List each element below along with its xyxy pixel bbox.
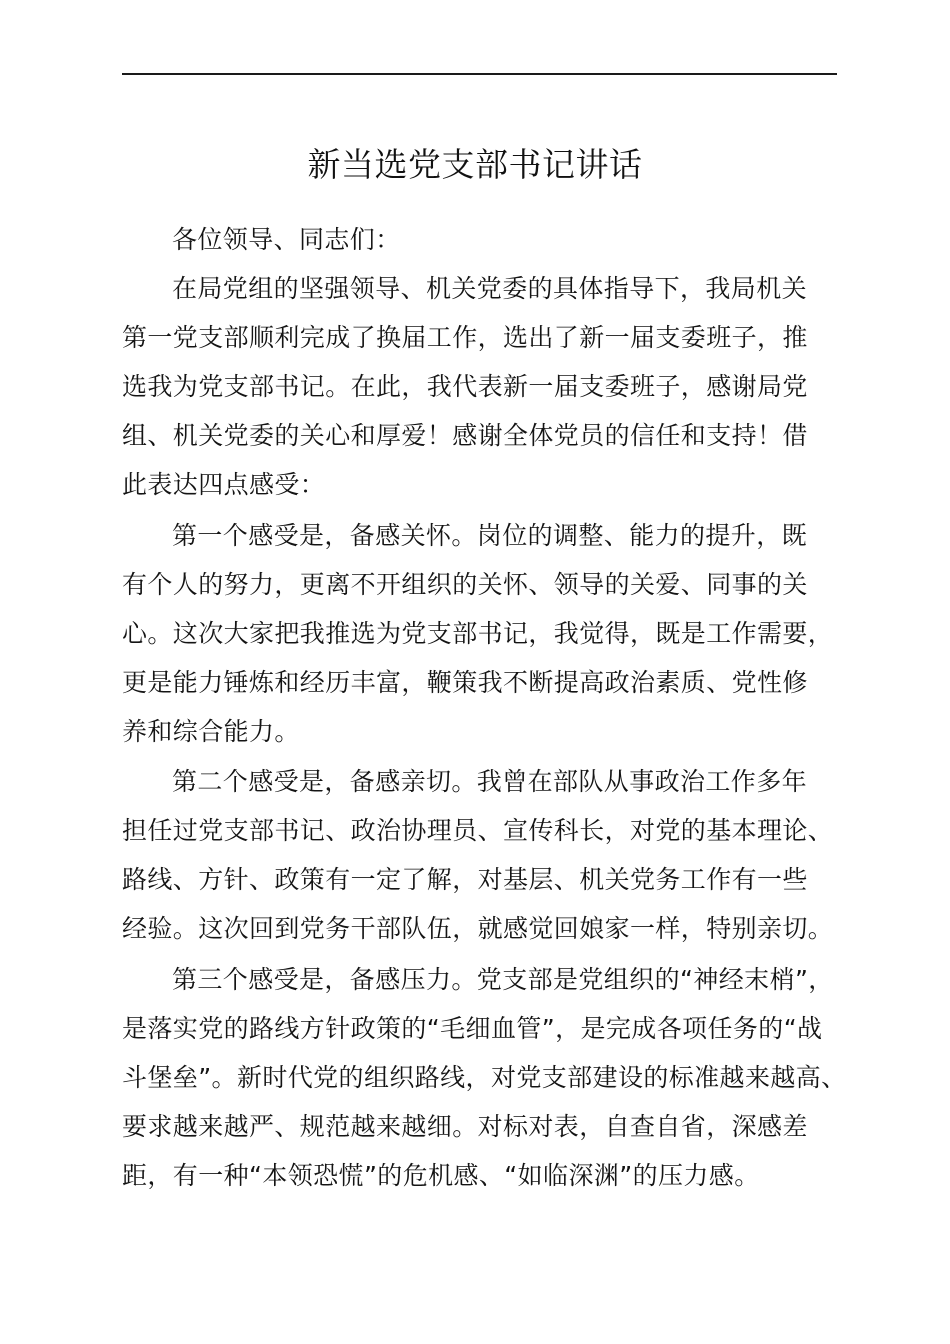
body-line: 更是能力锤炼和经历丰富，鞭策我不断提高政治素质、党性修 [122,668,808,697]
body-line: 有个人的努力，更离不开组织的关怀、领导的关爱、同事的关 [122,570,808,599]
body-line: 养和综合能力。 [122,717,300,746]
body-line: 心。这次大家把我推选为党支部书记，我觉得，既是工作需要， [122,619,834,648]
body-line: 担任过党支部书记、政治协理员、宣传科长，对党的基本理论、 [122,816,834,845]
body-line: 要求越来越严、规范越来越细。对标对表，自查自省，深感差 [122,1112,808,1141]
body-line: 第三个感受是，备感压力。党支部是党组织的“神经末梢”， [172,965,834,994]
body-line: 在局党组的坚强领导、机关党委的具体指导下，我局机关 [172,274,808,303]
body-line: 经验。这次回到党务干部队伍，就感觉回娘家一样，特别亲切。 [122,914,834,943]
body-line: 路线、方针、政策有一定了解，对基层、机关党务工作有一些 [122,865,808,894]
header-rule [122,73,837,75]
body-line: 距，有一种“本领恐慌”的危机感、“如临深渊”的压力感。 [122,1161,760,1190]
body-line: 组、机关党委的关心和厚爱！感谢全体党员的信任和支持！借 [122,421,808,450]
body-line: 第二个感受是，备感亲切。我曾在部队从事政治工作多年 [172,767,808,796]
body-line: 第一个感受是，备感关怀。岗位的调整、能力的提升，既 [172,521,808,550]
body-line: 第一党支部顺利完成了换届工作，选出了新一届支委班子，推 [122,323,808,352]
body-line: 选我为党支部书记。在此，我代表新一届支委班子，感谢局党 [122,372,808,401]
body-line: 是落实党的路线方针政策的“毛细血管”，是完成各项任务的“战 [122,1014,823,1043]
salutation-line: 各位领导、同志们： [172,225,401,254]
document-title: 新当选党支部书记讲话 [307,145,643,184]
body-line: 斗堡垒”。新时代党的组织路线，对党支部建设的标准越来越高、 [122,1063,847,1092]
body-line: 此表达四点感受： [122,470,326,499]
